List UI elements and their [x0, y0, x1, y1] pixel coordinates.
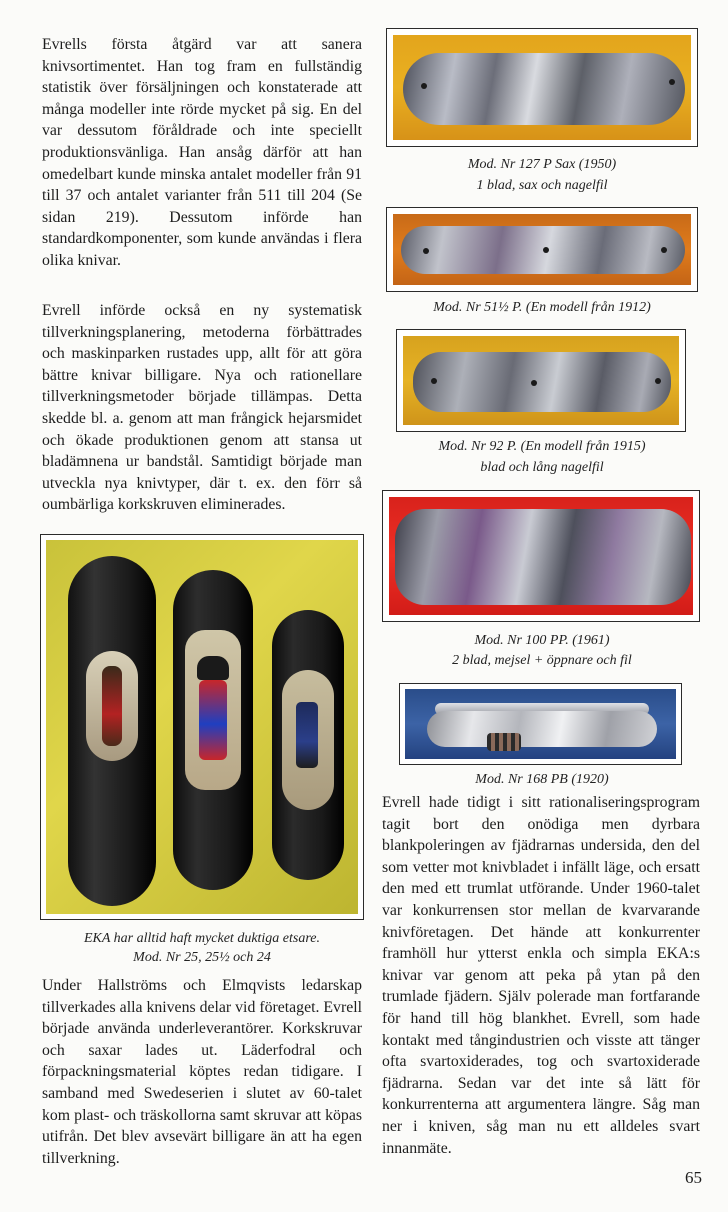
photo-knife-51-half-p — [386, 207, 698, 292]
photo-knife-92p — [396, 329, 686, 432]
photo-etched-knives — [40, 534, 364, 920]
page-number: 65 — [685, 1168, 702, 1187]
photo-knife-127p — [386, 28, 698, 147]
caption-168pb: Mod. Nr 168 PB (1920) — [475, 772, 609, 787]
paragraph-underleverantorer: Under Hallströms och Elmqvists ledarskap tillverkades alla knivens delar vid företaget. Evrell började använda underleverantörer. Korkskruvar och saxar lades ut. Läderfodral och förpackningsmaterial köptes redan tidigare. I samband med Swedeserien i slutet av 60-talet kom plast- och träskollorna samt skruvar att köpas utifrån. Det blev avsevärt billigare än att ha egen tillverkning. — [42, 977, 362, 1167]
pearl-knife-168pb — [427, 711, 657, 747]
pearl-knife-100pp — [395, 509, 691, 605]
paragraph-trumlat-utforande: Evrell hade tidigt i sitt rationaliseringsprogram tagit bort den onödiga men dyrbara blankpoleringen av fjädrarnas undersida, den del som vetter mot knivbladet i infällt läge, och ersatt den med ett trumlat utförande. Under 1960-talet var konkurrensen stor mellan de kvarvarande knivföretagen. Det hände att konkurrenter framhöll hur ytterst enkla och simpla EKA:s knivar var genom att peka på ytan på den trumlade fjädern. Själv polerade man fortfarande för hand till hög blankhet. Evrell, som hade kontakt med tångindustrien och visste att tänger ofta svartoxiderades, tog och svartoxiderade fjädrarna. Sedan var det inte så lätt för konkurrenterna att argumentera längre. Såg man ner i kniven, såg man nu ett alldeles svart innanmäte. — [382, 794, 700, 1157]
etched-knife-nr-24 — [272, 610, 344, 880]
paragraph-tillverkningsplanering: Evrell införde också en ny systematisk tillverkningsplanering, metoderna förbättrades och maskinparken rustades upp, allt för att göra bättre knivar billigare. Nya och rationellare tillverkningsmetoder började tillämpas. Detta skedde bl. a. genom att man frångick hejarsmidet och ökade produktionen genom att stansa ut bladämnena ur bandstål. Samtidigt började man utveckla nya knivtyper, där t. ex. den förr så oumbärliga korkskruven eliminerades. — [42, 302, 362, 514]
caption-92p-2: blad och lång nagelfil — [480, 460, 604, 475]
photo-knife-168pb — [399, 683, 682, 765]
caption-92p-1: Mod. Nr 92 P. (En modell från 1915) — [438, 439, 646, 454]
photo-knife-100pp — [382, 490, 700, 622]
pearl-knife-127p — [403, 53, 685, 125]
pearl-knife-92p — [413, 352, 671, 412]
caption-51-half-p: Mod. Nr 51½ P. (En modell från 1912) — [433, 300, 651, 315]
caption-etched-knives-2: Mod. Nr 25, 25½ och 24 — [133, 950, 271, 965]
etched-knife-nr-25 — [68, 556, 156, 906]
caption-127p-2: 1 blad, sax och nagelfil — [476, 178, 608, 193]
caption-100pp-1: Mod. Nr 100 PP. (1961) — [474, 633, 610, 648]
corkscrew — [487, 733, 521, 751]
paragraph-sanering: Evrells första åtgärd var att sanera knivsortimentet. Han tog fram en fullständig statistik över försäljningen och konstaterade att många modeller inte rörde mycket på sig. En del var dessutom föråldrade och inte speciellt produktionsvänliga. Han ansåg därför att han omedelbart kunde minska antalet modeller från 91 till 37 och antalet varianter från 511 till 204 (Se sidan 219). Dessutom införde han standardkomponenter, som kunde användas i flera olika knivar. — [42, 36, 362, 269]
caption-127p-1: Mod. Nr 127 P Sax (1950) — [467, 157, 617, 172]
caption-etched-knives-1: EKA har alltid haft mycket duktiga etsare. — [83, 931, 321, 946]
caption-100pp-2: 2 blad, mejsel + öppnare och fil — [452, 653, 632, 668]
etched-knife-nr-25-half — [173, 570, 253, 890]
